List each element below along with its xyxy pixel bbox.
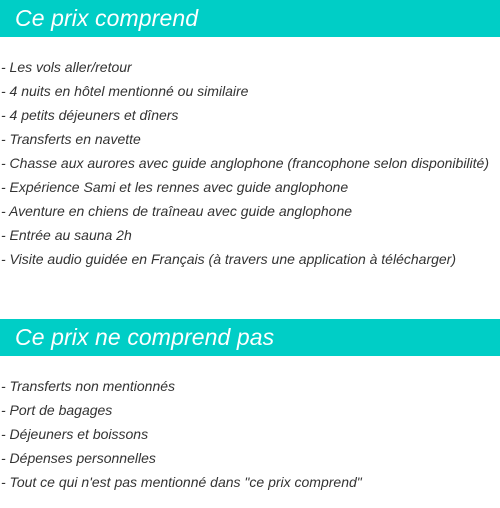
included-section-title: Ce prix comprend — [15, 5, 199, 31]
list-item: - Les vols aller/retour — [1, 59, 132, 75]
list-item: - Chasse aux aurores avec guide anglophone (francophone selon disponibilité) — [1, 155, 489, 171]
included-list — [1, 55, 489, 271]
list-item: - Aventure en chiens de traîneau avec guide anglophone — [1, 203, 353, 219]
list-item: - Transferts en navette — [1, 131, 141, 147]
list-item: - Expérience Sami et les rennes avec guide anglophone — [1, 179, 349, 195]
list-item: - Dépenses personnelles — [1, 450, 156, 466]
list-item: - Tout ce qui n'est pas mentionné dans "ce prix comprend" — [1, 474, 362, 490]
list-item: - Déjeuners et boissons — [1, 426, 149, 442]
list-item: - Visite audio guidée en Français (à travers une application à télécharger) — [1, 251, 456, 267]
excluded-section-title: Ce prix ne comprend pas — [15, 324, 275, 350]
list-item: - Entrée au sauna 2h — [1, 227, 132, 243]
list-item: - 4 nuits en hôtel mentionné ou similaire — [1, 83, 249, 99]
included-section-header — [0, 0, 500, 37]
list-item: - 4 petits déjeuners et dîners — [1, 107, 179, 123]
excluded-list — [1, 374, 362, 494]
list-item: - Port de bagages — [1, 402, 113, 418]
list-item: - Transferts non mentionnés — [1, 378, 176, 394]
excluded-section-header — [0, 319, 500, 356]
